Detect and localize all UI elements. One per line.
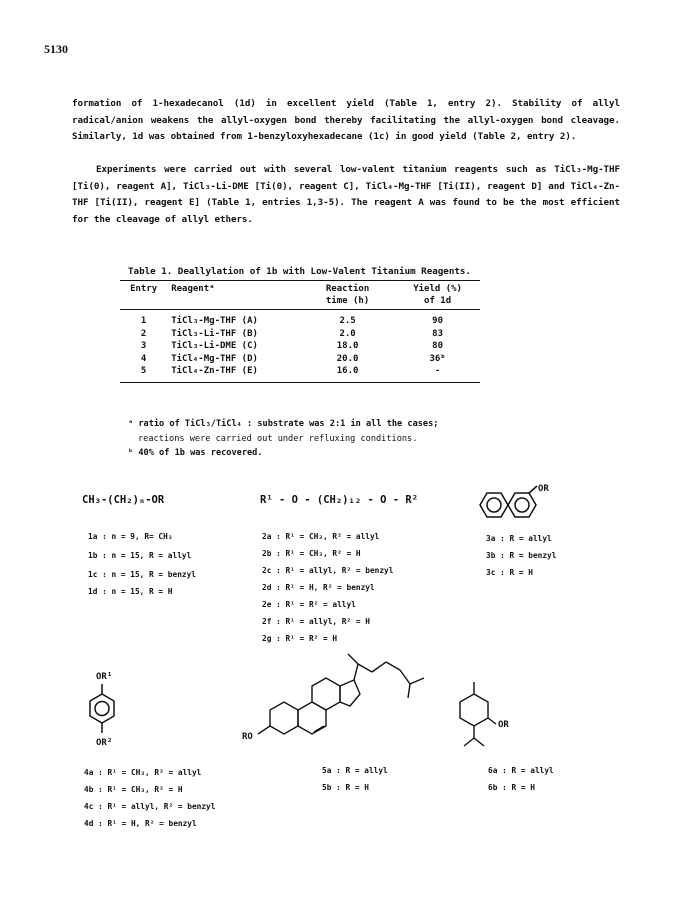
results-table (120, 280, 480, 383)
cell-reagent: TiCl₃-Li-THF (B) (171, 328, 258, 339)
page-number: 5130 (44, 42, 68, 56)
table-row (120, 365, 480, 382)
table-caption: Table 1. Deallylation of 1b with Low-Valent Titanium Reagents. (128, 266, 471, 277)
compound-2-formula: R¹ - O - (CH₂)₁₂ - O - R² (260, 494, 419, 506)
cell-entry: 1 (140, 316, 147, 326)
cell-entry: 4 (140, 353, 147, 364)
table-row (120, 340, 480, 353)
header-yield: Yield (%) of 1d (413, 284, 462, 306)
footnote-a-cont: reactions were carried out under refluxing conditions. (138, 433, 418, 444)
cell-entry: 2 (140, 328, 147, 339)
paragraph-1: formation of 1-hexadecanol (1d) in excellent yield (Table 1, entry 2). Stability of allyl radical/anion weakens the allyl-oxygen bond thereby facilitating the allyl-oxygen bond cleavage. Similarly, 1d was obtained from 1-benzyloxyhexadecane (1c) in good yield (Table 2, entry 2). (72, 98, 620, 142)
compound-2a-label: 2a : R¹ = CH₃, R² = allyl (262, 532, 380, 541)
paragraph-2: Experiments were carried out with several low-valent titanium reagents such as TiCl₃-Mg-THF [Ti(0), reagent A], TiCl₃-Li-DME [Ti(0), reagent C], TiCl₄-Mg-THF [Ti(II), reagent D] and TiCl₄-Zn-THF [Ti(II), reagent E] (Table 1, entries 1,3-5). The reagent A was found to be the most efficient for the cleavage of allyl ethers. (72, 164, 620, 225)
compound-3c-label: 3c : R = H (486, 568, 533, 577)
compound-1b-label: 1b : n = 15, R = allyl (88, 551, 192, 560)
compound-6a-label: 6a : R = allyl (488, 766, 554, 775)
table-row (120, 353, 480, 366)
compound-2f-label: 2f : R¹ = allyl, R² = H (262, 617, 370, 626)
compound-5b-label: 5b : R = H (322, 783, 369, 792)
cell-time: 16.0 (336, 366, 359, 376)
compound-1c-label: 1c : n = 15, R = benzyl (88, 570, 196, 579)
compound-2d-label: 2d : R¹ = H, R² = benzyl (262, 583, 375, 592)
table-row (120, 328, 480, 341)
table-header-row (120, 281, 480, 310)
compound-1a-label: 1a : n = 9, R= CH₃ (88, 532, 173, 541)
header-entry: Entry (130, 284, 158, 294)
compound-2c-label: 2c : R¹ = allyl, R² = benzyl (262, 566, 394, 575)
compound-6b-label: 6b : R = H (488, 783, 535, 792)
cell-time: 18.0 (336, 341, 359, 351)
cell-yield: 90 (432, 316, 443, 326)
table-footnotes (128, 417, 438, 461)
benzene-ring-structure (82, 682, 122, 738)
footnote-b: ᵇ 40% of 1b was recovered. (128, 448, 263, 458)
compound-2e-label: 2e : R¹ = R² = allyl (262, 600, 356, 609)
compound-3a-label: 3a : R = allyl (486, 534, 552, 543)
compound-5-substituent: RO (242, 732, 253, 742)
cell-yield: 36ᵇ (429, 353, 446, 364)
cell-time: 2.5 (339, 316, 356, 326)
cell-entry: 3 (140, 341, 147, 351)
compound-6-substituent: OR (498, 720, 509, 730)
cell-entry: 5 (140, 366, 147, 376)
compound-4b-label: 4b : R¹ = CH₃, R² = H (84, 785, 183, 794)
compound-4d-label: 4d : R¹ = H, R² = benzyl (84, 819, 197, 828)
header-reagent: Reagentᵃ (171, 284, 215, 294)
cell-reagent: TiCl₄-Zn-THF (E) (171, 366, 258, 376)
compound-3-substituent: OR (538, 484, 549, 494)
compound-3b-label: 3b : R = benzyl (486, 551, 557, 560)
compound-2b-label: 2b : R¹ = CH₃, R² = H (262, 549, 361, 558)
steroid-structure (240, 648, 440, 748)
compound-4-top-substituent: OR¹ (96, 672, 113, 682)
cell-time: 2.0 (339, 328, 356, 339)
compound-1-formula: CH₃-(CH₂)ₙ-OR (82, 494, 165, 506)
cell-yield: - (434, 366, 441, 376)
compound-4-bottom-substituent: OR² (96, 738, 113, 748)
compound-1d-label: 1d : n = 15, R = H (88, 587, 173, 596)
compound-5a-label: 5a : R = allyl (322, 766, 388, 775)
table-row (120, 310, 480, 328)
cell-reagent: TiCl₃-Mg-THF (A) (171, 316, 258, 326)
compound-2g-label: 2g : R¹ = R² = H (262, 634, 338, 643)
cell-reagent: TiCl₃-Li-DME (C) (171, 341, 258, 351)
compound-4a-label: 4a : R¹ = CH₃, R² = allyl (84, 768, 202, 777)
cell-reagent: TiCl₄-Mg-THF (D) (171, 353, 258, 364)
cell-yield: 80 (432, 341, 443, 351)
cell-time: 20.0 (336, 353, 359, 364)
compound-4c-label: 4c : R¹ = allyl, R² = benzyl (84, 802, 216, 811)
header-time: Reaction time (h) (325, 284, 370, 306)
cell-yield: 83 (432, 328, 443, 339)
footnote-a: ᵃ ratio of TiCl₃/TiCl₄ : substrate was 2:1 in all the cases; (128, 419, 439, 429)
